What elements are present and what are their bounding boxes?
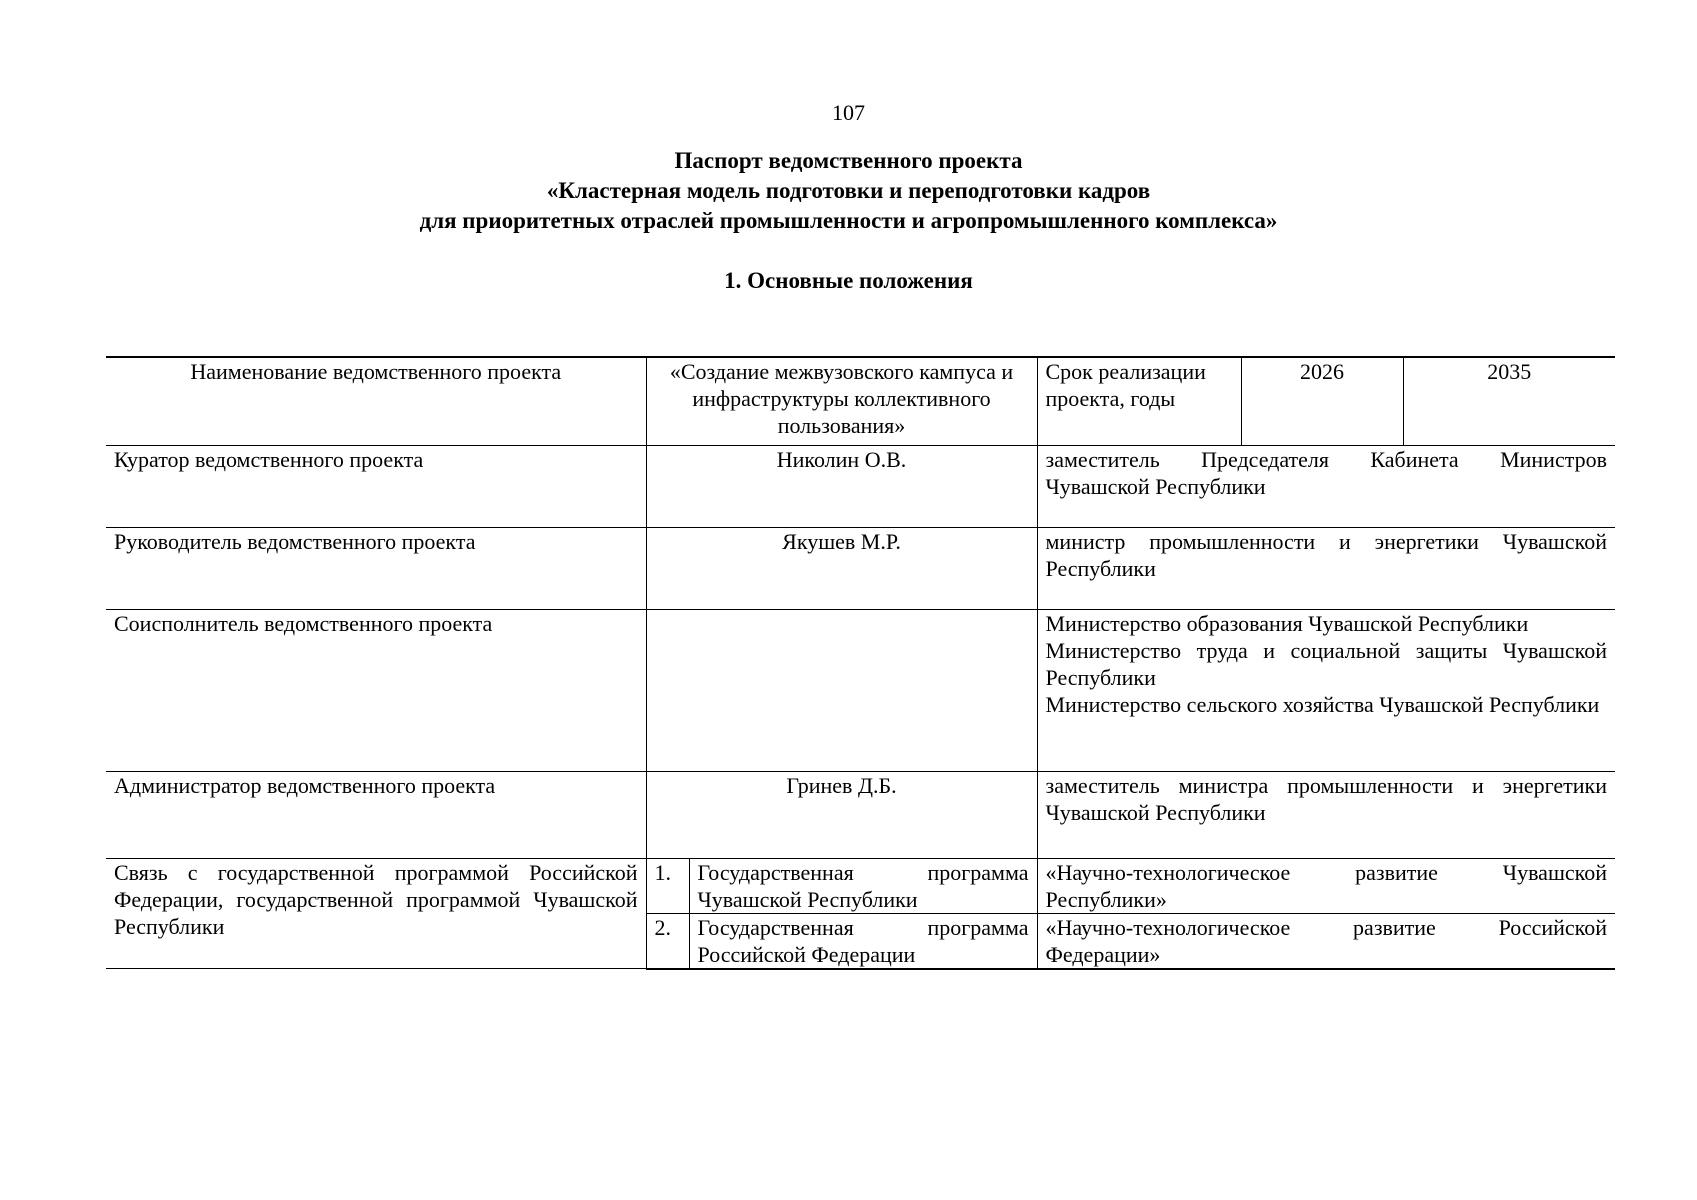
table-row-coexecutor [106,609,1615,771]
table-row-program-1 [106,858,1615,913]
administrator-label: Администратор ведомственного проекта [106,771,646,858]
program-link-label: Связь с государственной программой Российской Федерации, государственной программой Чувашской Республики [106,858,646,969]
end-year: 2035 [1403,357,1615,445]
program-type: Государственная программа Чувашской Республики [689,858,1037,913]
coexecutor-org: Министерство образования Чувашской Республики [1045,610,1529,636]
program-type: Государственная программа Российской Федерации [689,913,1037,969]
coexecutor-label: Соисполнитель ведомственного проекта [106,609,646,771]
coexecutor-org: Министерство сельского хозяйства Чувашской Республики [1045,691,1600,717]
administrator-person: Гринев Д.Б. [646,771,1037,858]
page-number: 107 [832,100,865,125]
program-number: 2. [646,913,689,969]
administrator-position: заместитель министра промышленности и энергетики Чувашской Республики [1037,771,1615,858]
curator-label: Куратор ведомственного проекта [106,445,646,527]
coexecutor-orgs [1037,609,1615,771]
table-row-project-name [106,357,1615,445]
project-name-label: Наименование ведомственного проекта [106,357,646,445]
program-number: 1. [646,858,689,913]
head-label: Руководитель ведомственного проекта [106,527,646,609]
head-position: министр промышленности и энергетики Чувашской Республики [1037,527,1615,609]
coexecutor-org: Министерство труда и социальной защиты Чувашской Республики [1045,637,1607,690]
project-name-value: «Создание межвузовского кампуса и инфраструктуры коллективного пользования» [646,357,1037,445]
curator-position: заместитель Председателя Кабинета Министров Чувашской Республики [1037,445,1615,527]
section-title: 1. Основные положения [724,268,973,293]
head-person: Якушев М.Р. [646,527,1037,609]
title-line-1: Паспорт ведомственного проекта [674,148,1023,173]
program-name: «Научно-технологическое развитие Чувашской Республики» [1037,858,1615,913]
table-row-curator [106,445,1615,527]
program-name: «Научно-технологическое развитие Российской Федерации» [1037,913,1615,969]
coexecutor-person [646,609,1037,771]
passport-table [106,356,1615,970]
table-row-administrator [106,771,1615,858]
document-title [0,146,1697,236]
title-line-3: для приоритетных отраслей промышленности и агропромышленного комплекса» [419,208,1278,233]
table-row-head [106,527,1615,609]
start-year: 2026 [1241,357,1403,445]
term-label: Срок реализации проекта, годы [1037,357,1241,445]
title-line-2: «Кластерная модель подготовки и переподготовки кадров [546,178,1151,203]
curator-person: Николин О.В. [646,445,1037,527]
